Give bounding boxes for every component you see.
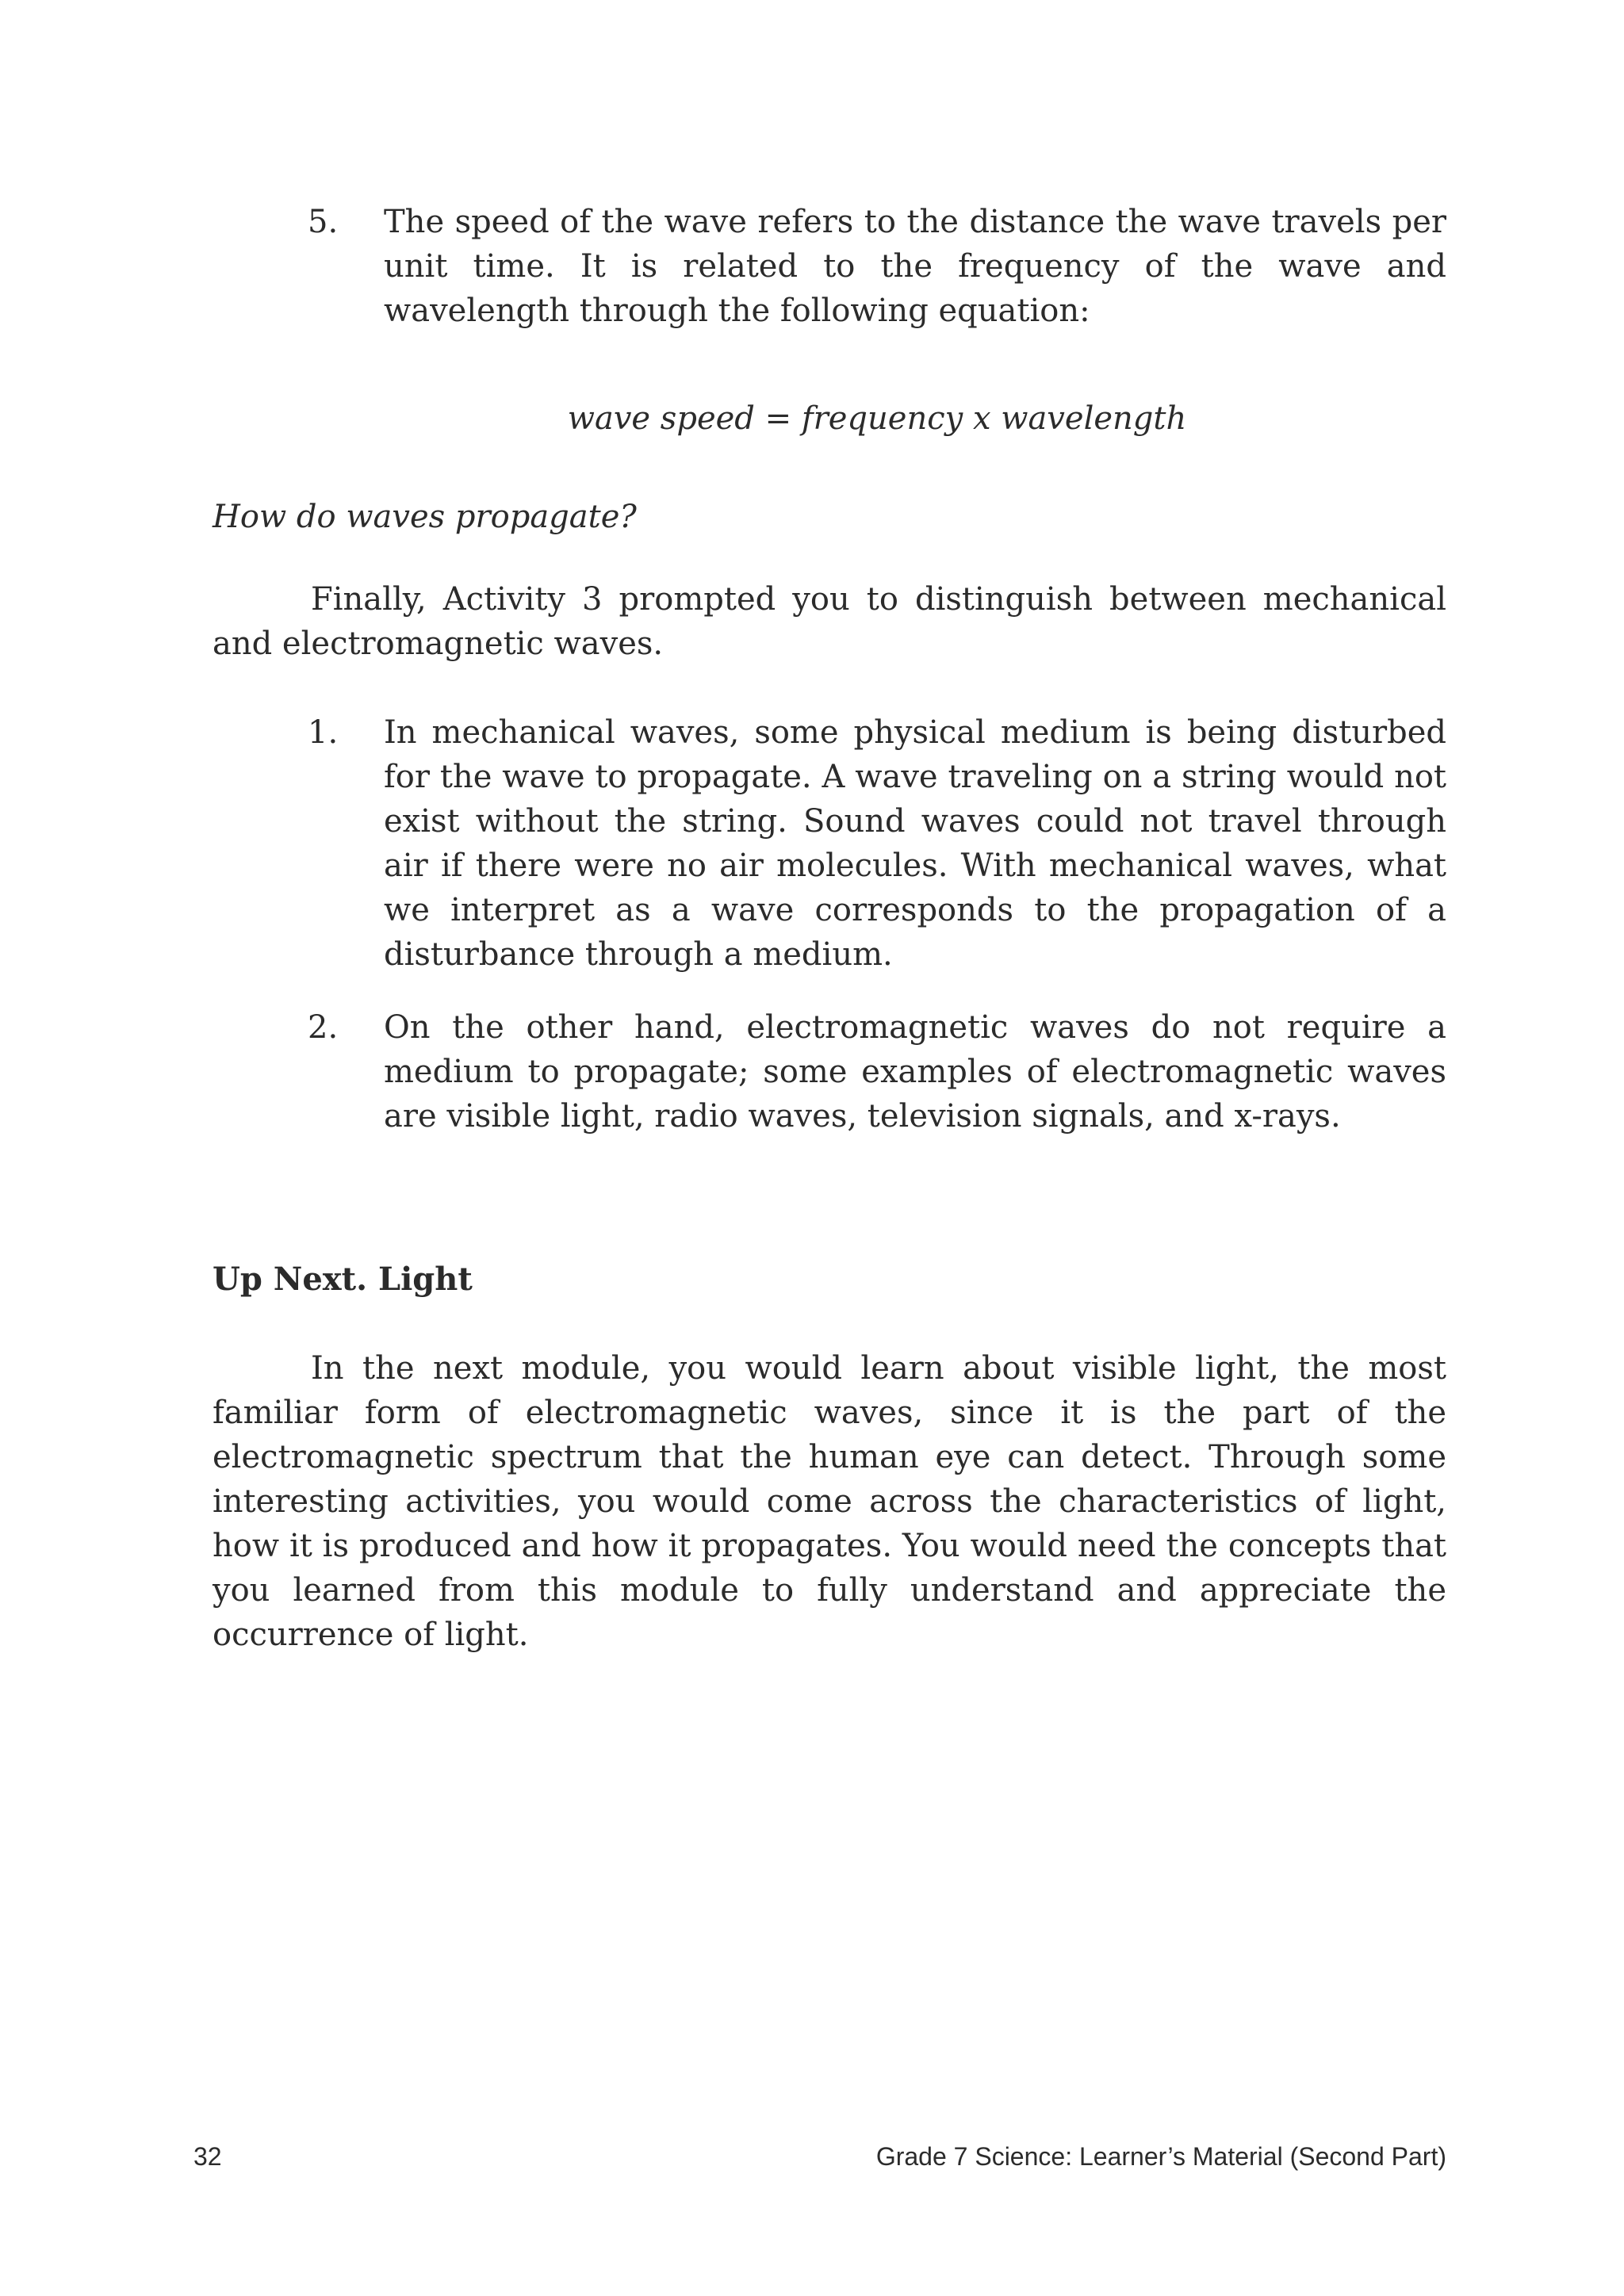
list-item-number: 1. xyxy=(308,714,339,751)
list-item-text: In mechanical waves, some physical medium is being disturbed for the wave to propagate. A wave traveling on a string would not exist without the string. Sound waves could not travel through air if there were no air molecules. With mechanical waves, what we interpret as a wave corresponds to the propagation of a disturbance through a medium. xyxy=(384,714,1446,973)
page-content xyxy=(213,200,1446,1657)
list-item-2 xyxy=(308,1005,1446,1138)
page-number: 32 xyxy=(193,2142,222,2171)
list-item-number: 2. xyxy=(308,1009,339,1046)
intro-paragraph: Finally, Activity 3 prompted you to distinguish between mechanical and electromagnetic waves. xyxy=(213,581,1446,662)
book-title: Grade 7 Science: Learner’s Material (Second Part) xyxy=(875,2142,1446,2171)
list-item-5 xyxy=(308,200,1446,333)
closing-paragraph: In the next module, you would learn about visible light, the most familiar form of electromagnetic waves, since it is the part of the electromagnetic spectrum that the human eye can detect. Through some interesting activities, you would come across the characteristics of light, how it is produced and how it propagates. You would need the concepts that you learned from this module to fully understand and appreciate the occurrence of light. xyxy=(213,1350,1446,1653)
list-item-number: 5. xyxy=(308,204,339,240)
list-item-1 xyxy=(308,710,1446,977)
list-item-text: On the other hand, electromagnetic waves do not require a medium to propagate; some examples of electromagnetic waves are visible light, radio waves, television signals, and x-rays. xyxy=(384,1009,1446,1135)
section-heading: Up Next. Light xyxy=(213,1261,473,1298)
wave-speed-equation: wave speed = frequency x wavelength xyxy=(567,400,1187,437)
list-item-text: The speed of the wave refers to the distance the wave travels per unit time. It is related to the frequency of the wave and wavelength through the following equation: xyxy=(384,204,1446,329)
section-question: How do waves propagate? xyxy=(213,499,637,535)
